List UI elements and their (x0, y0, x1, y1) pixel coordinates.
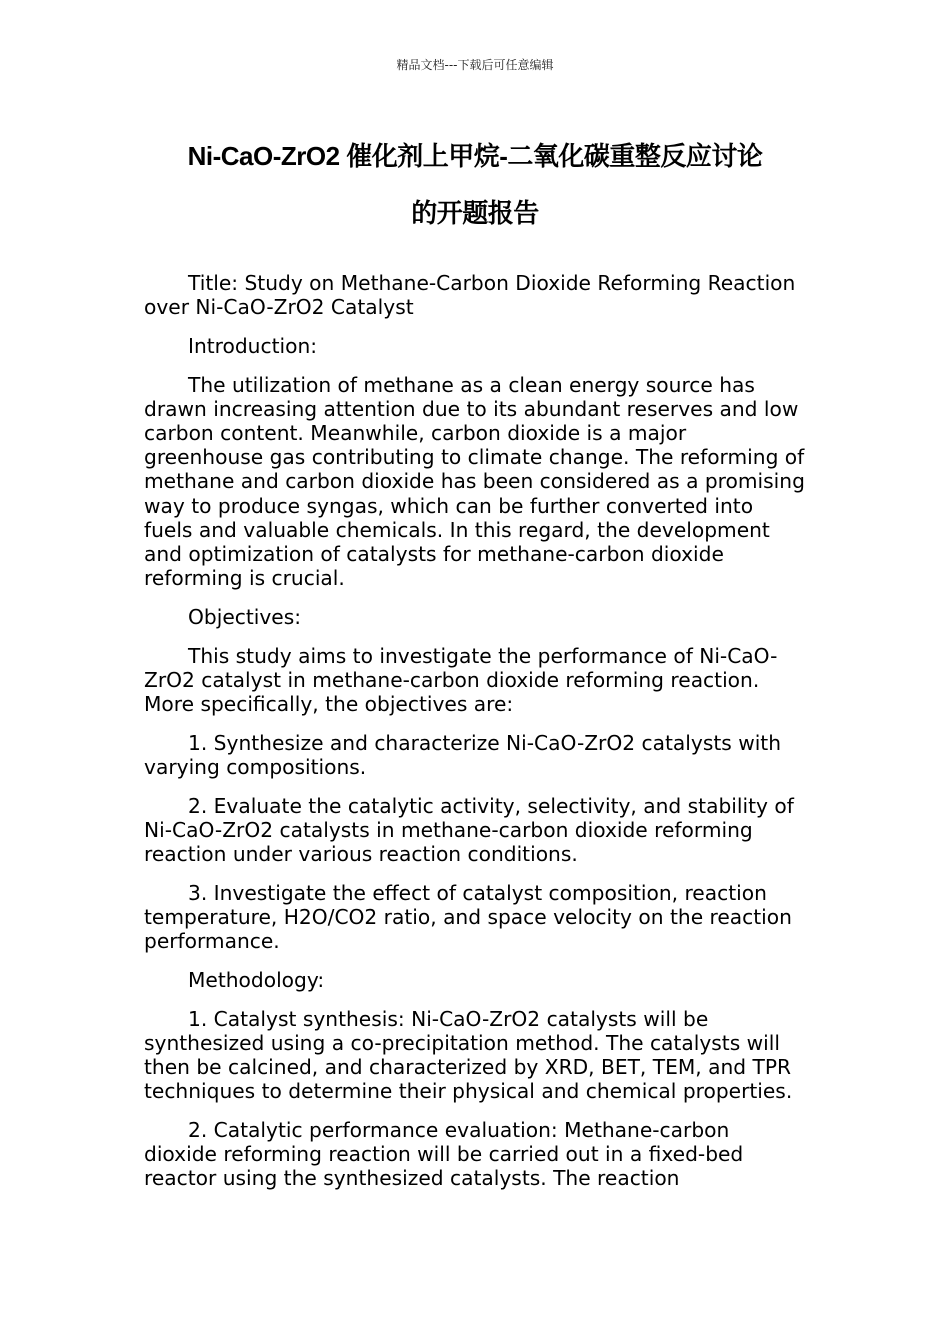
heading-introduction: Introduction: (188, 333, 318, 358)
paragraph-title: Title: Study on Methane-Carbon Dioxide Reforming Reaction over Ni-CaO-ZrO2 Catalyst (144, 271, 796, 320)
heading-methodology: Methodology: (188, 967, 325, 992)
paragraph-objectives-intro: This study aims to investigate the performance of Ni-CaO-ZrO2 catalyst in methane-carbon dioxide reforming reaction. More specifically, the objectives are: (144, 643, 778, 717)
paragraph-introduction: The utilization of methane as a clean energy source has drawn increasing attention due to its abundant reserves and low carbon content. Meanwhile, carbon dioxide is a major greenhouse gas contributing to climate change. The reforming of methane and carbon dioxide has been considered as a promising way to produce syngas, which can be further converted into fuels and valuable chemicals. In this regard, the development and optimization of catalysts for methane-carbon dioxide reforming is crucial. (144, 372, 805, 591)
objective-item-3: 3. Investigate the effect of catalyst composition, reaction temperature, H2O/CO2 ratio, and space velocity on the reaction performance. (144, 880, 792, 954)
methodology-item-1: 1. Catalyst synthesis: Ni-CaO-ZrO2 catalysts will be synthesized using a co-precipitation method. The catalysts will then be calcined, and characterized by XRD, BET, TEM, and TPR techniques to determine their physical and chemical properties. (144, 1006, 793, 1104)
methodology-item-2: 2. Catalytic performance evaluation: Methane-carbon dioxide reforming reaction will be carried out in a fixed-bed reactor using the synthesized catalysts. The reaction (144, 1117, 744, 1191)
objective-item-1: 1. Synthesize and characterize Ni-CaO-ZrO2 catalysts with varying compositions. (144, 730, 782, 779)
page-header: 精品文档---下载后可任意编辑 (396, 58, 554, 72)
objective-item-2: 2. Evaluate the catalytic activity, selectivity, and stability of Ni-CaO-ZrO2 catalysts in methane-carbon dioxide reforming reaction under various reaction conditions. (144, 793, 794, 867)
heading-objectives: Objectives: (188, 604, 302, 629)
title-line-1: Ni-CaO-ZrO2 催化剂上甲烷-二氧化碳重整反应讨论 (187, 141, 763, 171)
document-body (144, 271, 806, 1205)
document-title (120, 134, 830, 235)
title-line-2: 的开题报告 (411, 198, 539, 228)
